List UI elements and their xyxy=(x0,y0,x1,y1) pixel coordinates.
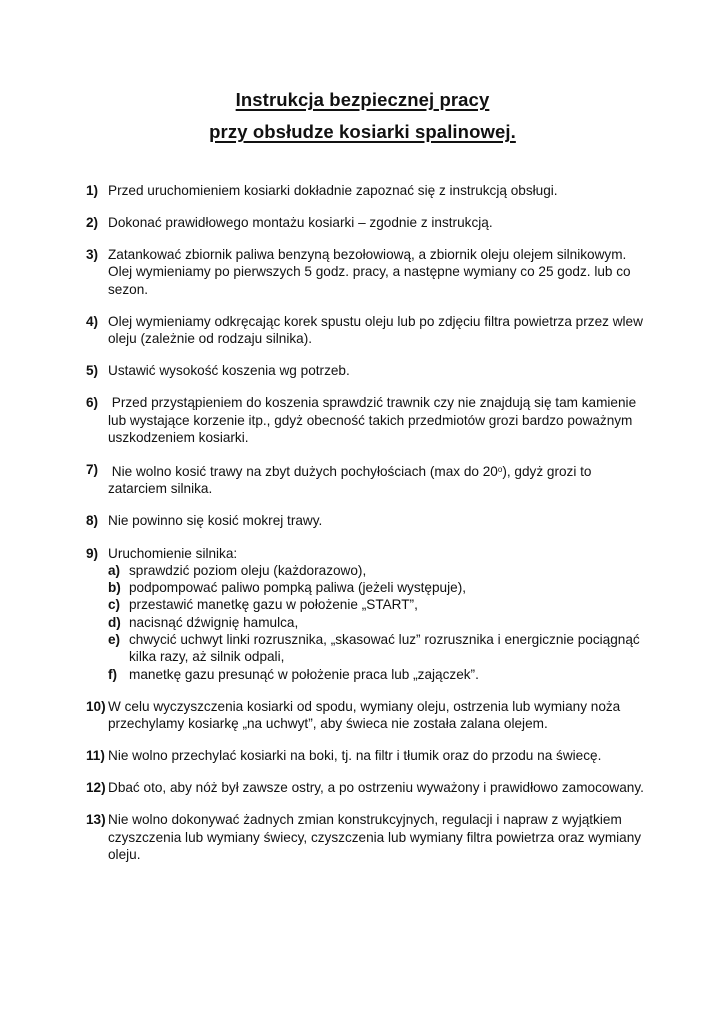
sub-item-text: przestawić manetkę gazu w położenie „START”, xyxy=(129,597,418,613)
item-number: 1) xyxy=(86,183,99,198)
sub-item-letter: c) xyxy=(108,597,121,613)
sub-item-letter: a) xyxy=(108,562,121,578)
list-item-5 xyxy=(86,362,646,379)
degree-symbol: o xyxy=(497,465,503,475)
item-text: Dbać oto, aby nóż był zawsze ostry, a po ostrzeniu wyważony i prawidłowo zamocowany. xyxy=(108,780,644,796)
item-number: 5) xyxy=(86,363,99,379)
item-number: 6) xyxy=(86,395,99,411)
item-text: Przed uruchomieniem kosiarki dokładnie zapoznać się z instrukcją obsługi. xyxy=(108,183,558,198)
item-text-after: ), gdyż grozi to zatarciem silnika. xyxy=(108,464,596,497)
sub-item-b xyxy=(108,579,646,596)
item-number: 3) xyxy=(86,247,99,263)
item-text xyxy=(108,464,595,496)
sub-item-a xyxy=(108,562,646,579)
item-text: Dokonać prawidłowego montażu kosiarki – zgodnie z instrukcją. xyxy=(108,215,493,231)
sub-item-text: sprawdzić poziom oleju (każdorazowo), xyxy=(129,562,367,578)
list-item-13 xyxy=(86,811,646,863)
item-text-before: Nie wolno kosić trawy na zbyt dużych pochyłościach (max do 20 xyxy=(108,464,498,480)
item-number: 2) xyxy=(86,215,99,231)
title-line-2: przy obsłudze kosiarki spalinowej. xyxy=(209,121,516,142)
item-text: Olej wymieniamy odkręcając korek spustu oleju lub po zdjęciu filtra powietrza przez wlew oleju (zależnie od rodzaju silnika). xyxy=(108,313,643,347)
list-item-9 xyxy=(86,545,646,683)
item-number: 10) xyxy=(86,698,106,714)
item-number: 9) xyxy=(86,545,99,561)
list-item-1 xyxy=(86,182,646,199)
sub-item-e xyxy=(108,631,646,666)
list-item-7 xyxy=(86,461,646,498)
sub-item-letter: d) xyxy=(108,614,121,630)
list-item-4 xyxy=(86,313,646,348)
item-text: Nie wolno dokonywać żadnych zmian konstrukcyjnych, regulacji i napraw z wyjątkiem czyszczenia lub wymiany świecy, czyszczenia lub wymiany filtra powietrza oraz wymiany oleju. xyxy=(108,812,642,862)
item-number: 12) xyxy=(86,780,106,796)
list-item-11 xyxy=(86,747,646,764)
sub-item-letter: b) xyxy=(108,580,121,596)
sub-item-letter: e) xyxy=(108,632,121,648)
sub-item-text: chwycić uchwyt linki rozrusznika, „skasować luz” rozrusznika i energicznie pociągnąć kilka razy, aż silnik odpali, xyxy=(129,632,640,665)
item-number: 8) xyxy=(86,513,99,529)
item-number: 7) xyxy=(86,462,99,478)
item-text: W celu wyczyszczenia kosiarki od spodu, wymiany oleju, ostrzenia lub wymiany noża przechylamy kosiarkę „na uchwyt”, aby świeca nie została zalana olejem. xyxy=(108,698,621,731)
title-line-1: Instrukcja bezpiecznej pracy xyxy=(235,89,490,110)
list-item-12 xyxy=(86,779,646,796)
item-text: Przed przystąpieniem do koszenia sprawdzić trawnik czy nie znajdują się tam kamienie lub wystające korzenie itp., gdyż obecność takich przedmiotów grozi bardzo poważnym uszkodzeniem kosiarki. xyxy=(108,395,640,445)
sub-item-text: podpompować paliwo pompką paliwa (jeżeli występuje), xyxy=(129,580,466,596)
list-item-8 xyxy=(86,512,646,529)
item-text: Nie powinno się kosić mokrej trawy. xyxy=(108,513,323,529)
item-text: Zatankować zbiornik paliwa benzyną bezołowiową, a zbiornik oleju olejem silnikowym. Olej wymieniamy po pierwszych 5 godz. pracy, a następne wymiany co 25 godz. lub co sezon. xyxy=(108,247,631,297)
list-item-3 xyxy=(86,246,646,298)
item-number: 13) xyxy=(86,812,106,828)
sub-item-text: manetkę gazu presunąć w położenie praca lub „zajączek”. xyxy=(129,666,479,682)
instruction-list xyxy=(86,182,646,878)
sub-item-text: nacisnąć dźwignię hamulca, xyxy=(129,614,299,630)
item-text: Uruchomienie silnika: xyxy=(108,545,238,561)
item-text: Ustawić wysokość koszenia wg potrzeb. xyxy=(108,363,350,379)
sub-item-d xyxy=(108,614,646,631)
item-number: 11) xyxy=(86,748,105,764)
list-item-10 xyxy=(86,698,646,733)
list-item-2 xyxy=(86,214,646,231)
item-text: Nie wolno przechylać kosiarki na boki, tj. na filtr i tłumik oraz do przodu na świecę. xyxy=(108,748,602,764)
sub-item-letter: f) xyxy=(108,666,118,682)
list-item-6 xyxy=(86,394,646,446)
sub-item-f xyxy=(108,666,646,683)
item-number: 4) xyxy=(86,313,99,329)
sub-item-c xyxy=(108,596,646,613)
